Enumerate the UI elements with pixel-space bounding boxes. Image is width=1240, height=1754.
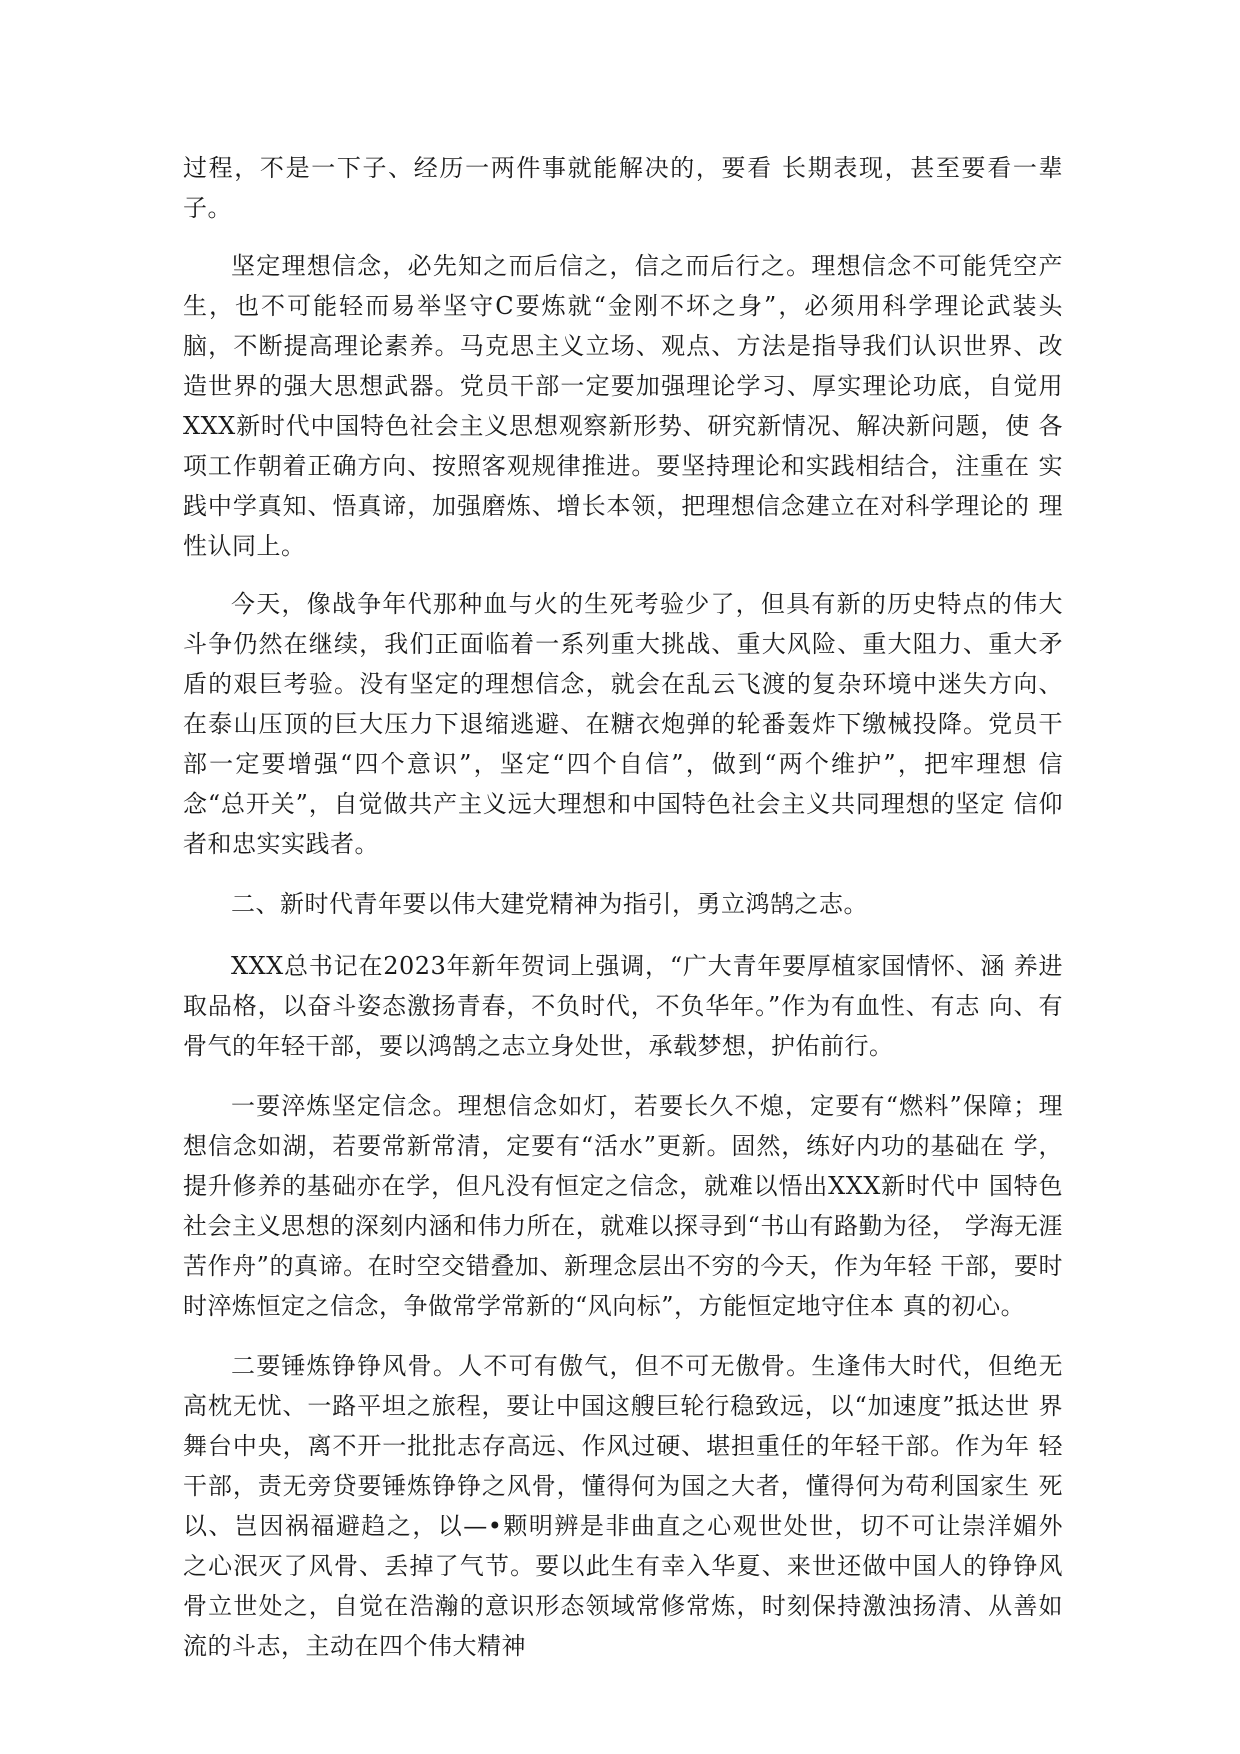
paragraph-ideals-belief: 坚定理想信念，必先知之而后信之，信之而后行之。理想信念不可能凭空产 生，也不可能轻而易举坚守C要炼就“金刚不坏之身”，必须用科学理论武装头 脑，不断提高理论素养。马克思主义立场、观点、方法是指导我们认识世界、改 造世界的强大思想武器。党员干部一定要加强理论学习、厚实理论功底，自觉用 XXX新时代中国特色社会主义思想观察新形势、研究新情况、解决新问题，使 各项工作朝着正确方向、按照客观规律推进。要坚持理论和实践相结合，注重在 实践中学真知、悟真谛，加强磨炼、增长本领，把理想信念建立在对科学理论的 理性认同上。 (183, 252, 1063, 560)
paragraph-new-year-address: XXX总书记在2023年新年贺词上强调，“广大青年要厚植家国情怀、涵 养进取品格，以奋斗姿态激扬青春，不负时代，不负华年。”作为有血性、有志 向、有骨气的年轻干部，要以鸿鹄之志立身处世，承载梦想，护佑前行。 (183, 952, 1063, 1060)
document-page (183, 148, 1063, 1686)
paragraph-today-struggle: 今天，像战争年代那种血与火的生死考验少了，但具有新的历史特点的伟大 斗争仍然在继续，我们正面临着一系列重大挑战、重大风险、重大阻力、重大矛 盾的艰巨考验。没有坚定的理想信念，就会在乱云飞渡的复杂环境中迷失方向、 在泰山压顶的巨大压力下退缩逃避、在糖衣炮弹的轮番轰炸下缴械投降。党员干 部一定要增强“四个意识”，坚定“四个自信”，做到“两个维护”，把牢理想 信念“总开关”，自觉做共产主义远大理想和中国特色社会主义共同理想的坚定 信仰者和忠实实践者。 (183, 590, 1063, 858)
paragraph-temper-backbone: 二要锤炼铮铮风骨。人不可有傲气，但不可无傲骨。生逢伟大时代，但绝无 高枕无忧、一路平坦之旅程，要让中国这艘巨轮行稳致远，以“加速度”抵达世 界舞台中央，离不开一批批志存高远、作风过硬、堪担重任的年轻干部。作为年 轻干部，责无旁贷要锤炼铮铮之风骨，懂得何为国之大者，懂得何为苟利国家生 死以、岂因祸福避趋之，以—•颗明辨是非曲直之心观世处世，切不可让崇洋媚外 之心泯灭了风骨、丢掉了气节。要以此生有幸入华夏、来世还做中国人的铮铮风 骨立世处之，自觉在浩瀚的意识形态领域常修常炼，时刻保持激浊扬清、从善如 流的斗志，主动在四个伟大精神 (183, 1352, 1063, 1660)
section-heading-two: 二、新时代青年要以伟大建党精神为指引，勇立鸿鹄之志。 (231, 890, 868, 918)
paragraph-temper-belief: 一要淬炼坚定信念。理想信念如灯，若要长久不熄，定要有“燃料”保障；理想信念如湖，若要常新常清，定要有“活水”更新。固然，练好内功的基础在 学，提升修养的基础亦在学，但凡没有恒定之信念，就难以悟出XXX新时代中 国特色社会主义思想的深刻内涵和伟力所在，就难以探寻到“书山有路勤为径， 学海无涯苦作舟”的真谛。在时空交错叠加、新理念层出不穷的今天，作为年轻 干部，要时时淬炼恒定之信念，争做常学常新的“风向标”，方能恒定地守住本 真的初心。 (183, 1092, 1063, 1320)
paragraph-continuation: 过程，不是一下子、经历一两件事就能解决的，要看 长期表现，甚至要看一辈子。 (183, 154, 1063, 222)
